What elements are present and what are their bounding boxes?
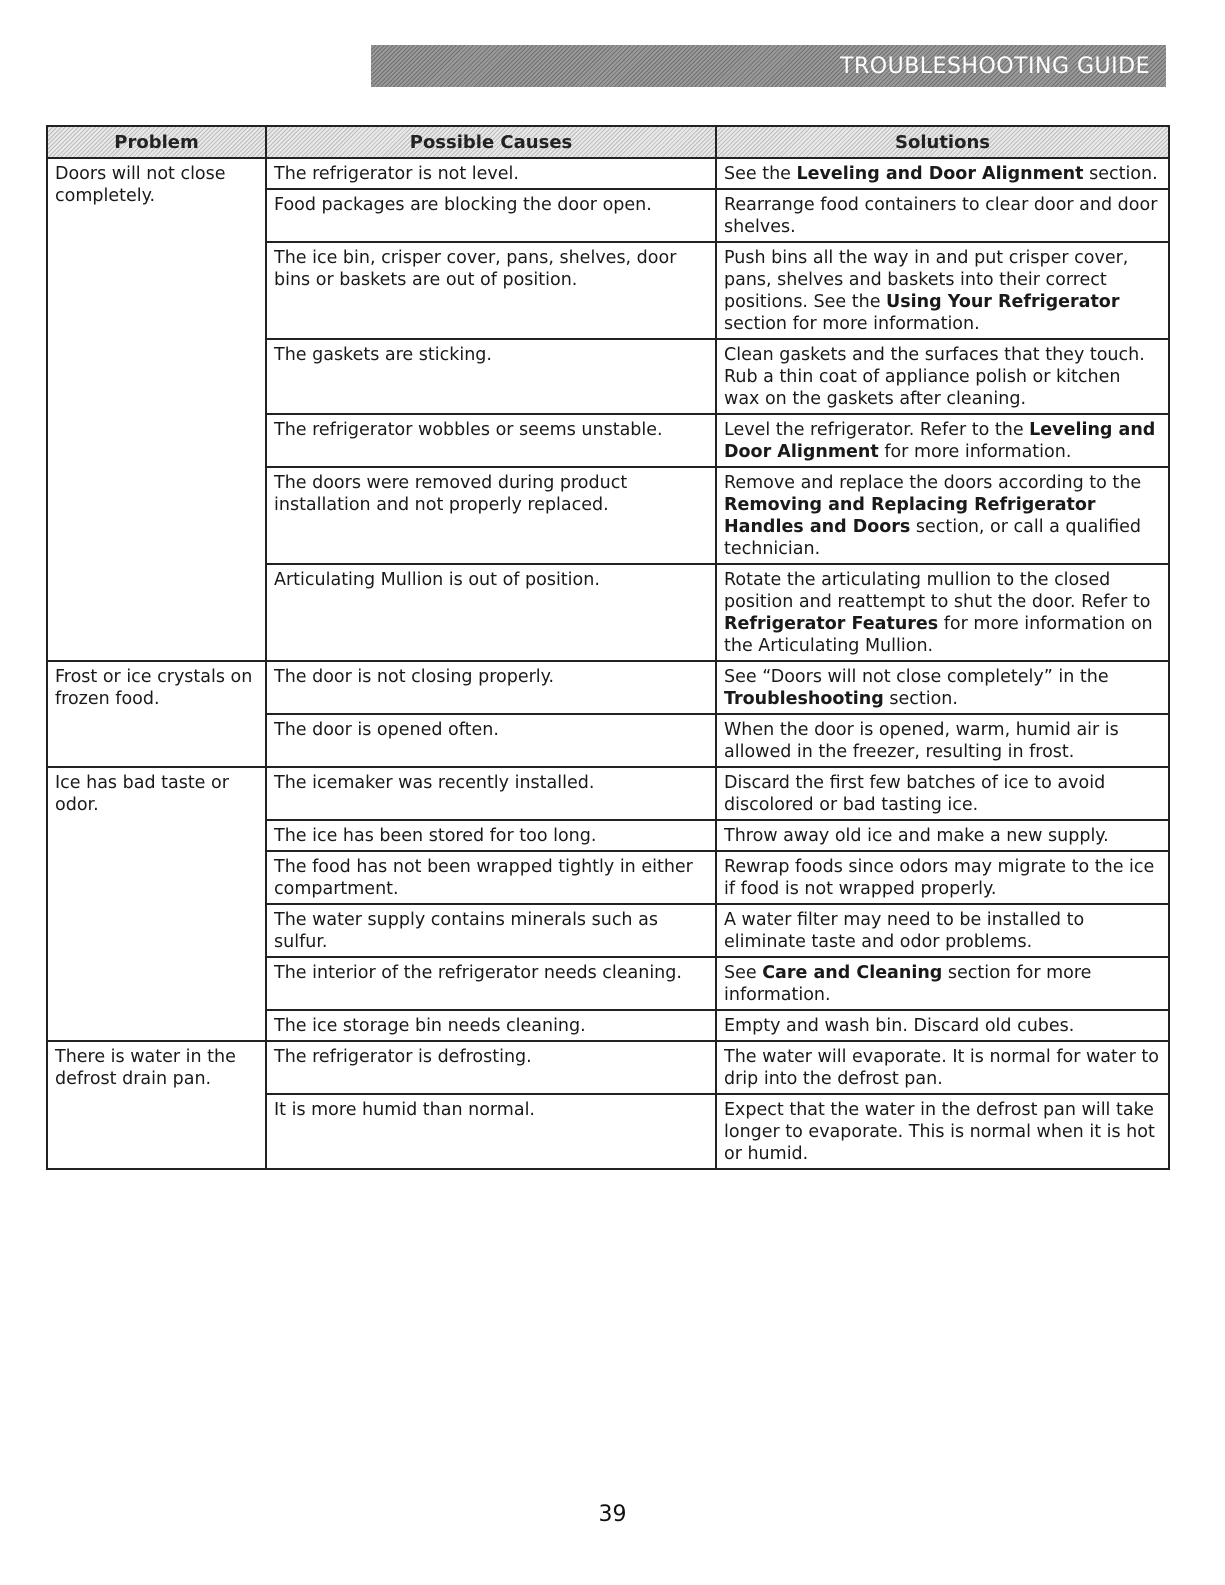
cause-cell: The refrigerator is defrosting. bbox=[266, 1041, 716, 1094]
solution-cell: Discard the first few batches of ice to avoid discolored or bad tasting ice. bbox=[716, 767, 1169, 820]
column-header-causes: Possible Causes bbox=[266, 126, 716, 158]
solution-cell: Empty and wash bin. Discard old cubes. bbox=[716, 1010, 1169, 1041]
cause-cell: The gaskets are sticking. bbox=[266, 339, 716, 414]
problem-cell: Ice has bad taste or odor. bbox=[47, 767, 266, 1041]
cause-cell: The water supply contains minerals such as sulfur. bbox=[266, 904, 716, 957]
column-header-problem: Problem bbox=[47, 126, 266, 158]
table-row bbox=[47, 1041, 1169, 1094]
cause-cell: Food packages are blocking the door open. bbox=[266, 189, 716, 242]
solution-cell: Push bins all the way in and put crisper cover, pans, shelves and baskets into their correct positions. See the Using Your Refrigerator section for more information. bbox=[716, 242, 1169, 339]
cause-cell: The ice bin, crisper cover, pans, shelves, door bins or baskets are out of position. bbox=[266, 242, 716, 339]
solution-cell: See “Doors will not close completely” in the Troubleshooting section. bbox=[716, 661, 1169, 714]
solution-cell: Clean gaskets and the surfaces that they touch. Rub a thin coat of appliance polish or kitchen wax on the gaskets after cleaning. bbox=[716, 339, 1169, 414]
cause-cell: The door is not closing properly. bbox=[266, 661, 716, 714]
solution-cell: See Care and Cleaning section for more information. bbox=[716, 957, 1169, 1010]
solution-cell: Level the refrigerator. Refer to the Leveling and Door Alignment for more information. bbox=[716, 414, 1169, 467]
cause-cell: The ice storage bin needs cleaning. bbox=[266, 1010, 716, 1041]
table-row bbox=[47, 158, 1169, 189]
column-header-solutions: Solutions bbox=[716, 126, 1169, 158]
table-header-row bbox=[47, 126, 1169, 158]
solution-cell: Remove and replace the doors according to the Removing and Replacing Refrigerator Handles and Doors section, or call a qualified technician. bbox=[716, 467, 1169, 564]
page-number: 39 bbox=[598, 1502, 627, 1527]
cause-cell: It is more humid than normal. bbox=[266, 1094, 716, 1169]
cause-cell: Articulating Mullion is out of position. bbox=[266, 564, 716, 661]
section-title: TROUBLESHOOTING GUIDE bbox=[840, 53, 1150, 79]
cause-cell: The food has not been wrapped tightly in either compartment. bbox=[266, 851, 716, 904]
problem-cell: Frost or ice crystals on frozen food. bbox=[47, 661, 266, 767]
solution-cell: Rearrange food containers to clear door and door shelves. bbox=[716, 189, 1169, 242]
solution-cell: When the door is opened, warm, humid air is allowed in the freezer, resulting in frost. bbox=[716, 714, 1169, 767]
cause-cell: The door is opened often. bbox=[266, 714, 716, 767]
table-row bbox=[47, 661, 1169, 714]
troubleshooting-table bbox=[46, 125, 1170, 1170]
cause-cell: The doors were removed during product installation and not properly replaced. bbox=[266, 467, 716, 564]
cause-cell: The ice has been stored for too long. bbox=[266, 820, 716, 851]
problem-cell: There is water in the defrost drain pan. bbox=[47, 1041, 266, 1169]
cause-cell: The icemaker was recently installed. bbox=[266, 767, 716, 820]
solution-cell: Rotate the articulating mullion to the closed position and reattempt to shut the door. Refer to Refrigerator Features for more information on the Articulating Mullion. bbox=[716, 564, 1169, 661]
section-header-banner bbox=[371, 45, 1166, 87]
solution-cell: The water will evaporate. It is normal for water to drip into the defrost pan. bbox=[716, 1041, 1169, 1094]
solution-cell: A water filter may need to be installed to eliminate taste and odor problems. bbox=[716, 904, 1169, 957]
table-body bbox=[47, 158, 1169, 1169]
cause-cell: The refrigerator is not level. bbox=[266, 158, 716, 189]
problem-cell: Doors will not close completely. bbox=[47, 158, 266, 661]
solution-cell: Throw away old ice and make a new supply. bbox=[716, 820, 1169, 851]
solution-cell: Expect that the water in the defrost pan will take longer to evaporate. This is normal when it is hot or humid. bbox=[716, 1094, 1169, 1169]
table-row bbox=[47, 767, 1169, 820]
cause-cell: The interior of the refrigerator needs cleaning. bbox=[266, 957, 716, 1010]
solution-cell: See the Leveling and Door Alignment section. bbox=[716, 158, 1169, 189]
solution-cell: Rewrap foods since odors may migrate to the ice if food is not wrapped properly. bbox=[716, 851, 1169, 904]
cause-cell: The refrigerator wobbles or seems unstable. bbox=[266, 414, 716, 467]
